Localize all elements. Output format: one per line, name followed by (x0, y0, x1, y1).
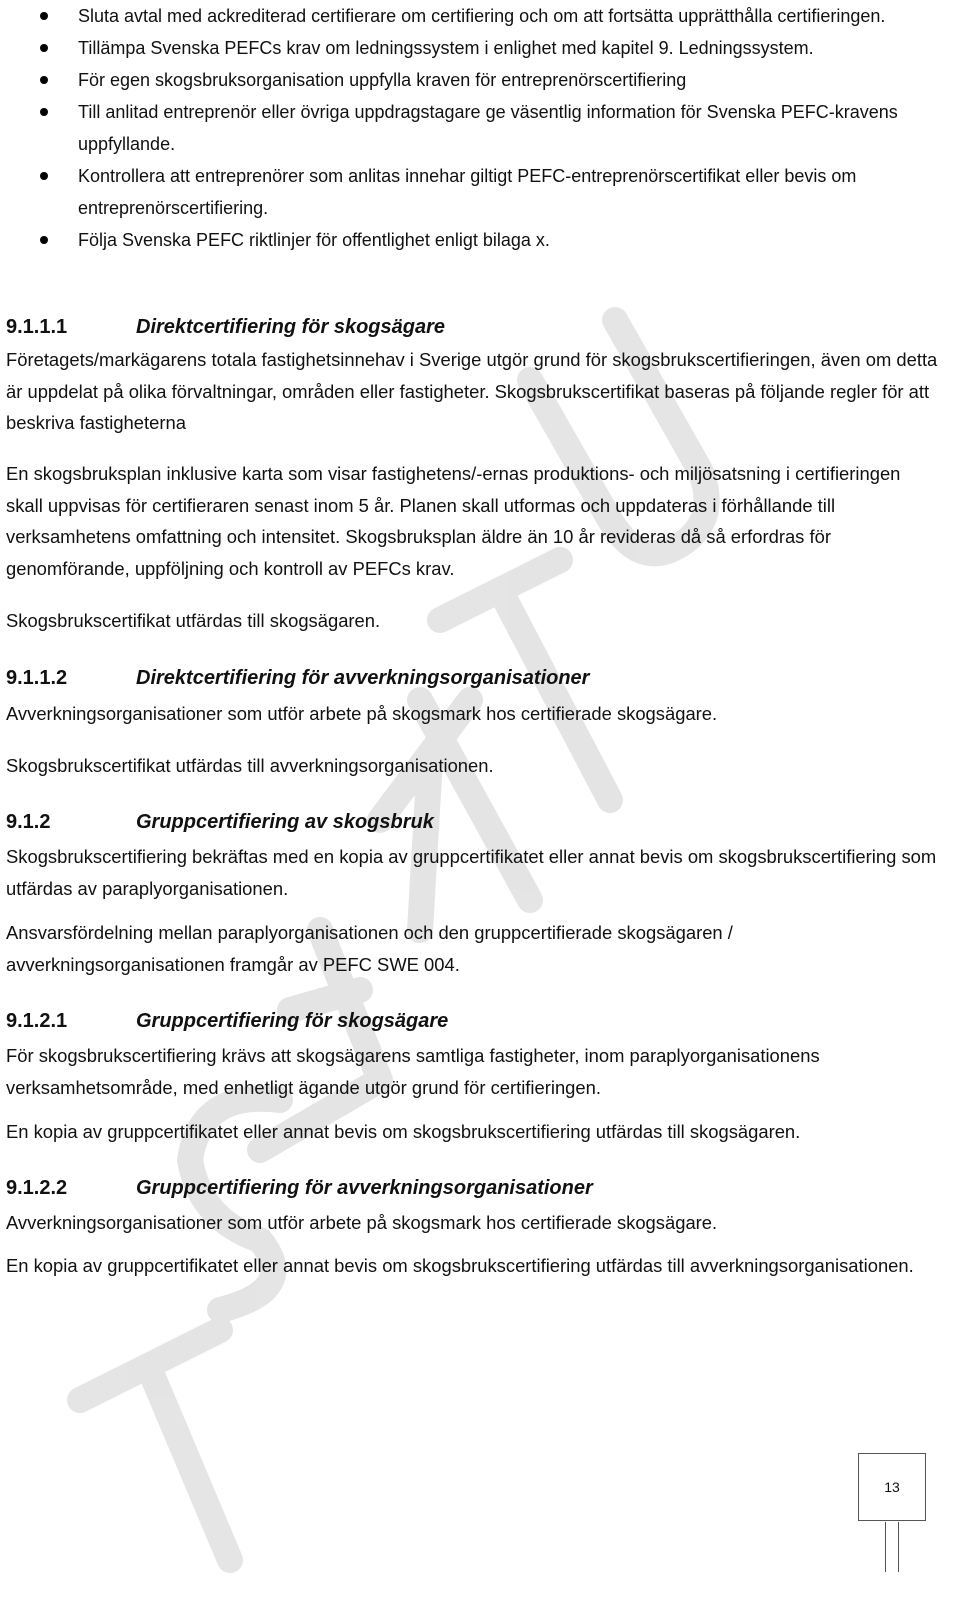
section-heading-9-1-2-2 (6, 1172, 936, 1204)
paragraph: Skogsbrukscertifiering bekräftas med en kopia av gruppcertifikatet eller annat bevis om skogsbrukscertifiering som utfärdas av paraplyorganisationen. (6, 846, 937, 899)
list-item: Följa Svenska PEFC riktlinjer för offentlighet enligt bilaga x. (36, 224, 936, 256)
list-item: För egen skogsbruksorganisation uppfylla kraven för entreprenörscertifiering (36, 64, 936, 96)
paragraph: För skogsbrukscertifiering krävs att skogsägarens samtliga fastigheter, inom paraplyorganisationens verksamhetsområde, med enhetligt ägande utgör grund för certifieringen. (6, 1045, 820, 1098)
paragraph: Skogsbrukscertifikat utfärdas till avverkningsorganisationen. (6, 755, 494, 776)
section-heading-9-1-2-1 (6, 1005, 936, 1037)
paragraph: Skogsbrukscertifikat utfärdas till skogsägaren. (6, 610, 381, 631)
list-item: Sluta avtal med ackrediterad certifierare om certifiering och om att fortsätta upprätthålla certifieringen. (36, 0, 936, 32)
section-number: 9.1.1.2 (6, 667, 68, 689)
paragraph: Avverkningsorganisationer som utför arbete på skogsmark hos certifierade skogsägare. (6, 703, 718, 724)
requirements-bullet-list (36, 0, 936, 256)
section-title: Gruppcertifiering för skogsägare (136, 1010, 449, 1032)
section-heading-9-1-1-2 (6, 662, 936, 694)
section-heading-9-1-1-1 (6, 311, 936, 343)
section-title: Gruppcertifiering av skogsbruk (136, 811, 434, 833)
paragraph: Ansvarsfördelning mellan paraplyorganisationen och den gruppcertifierade skogsägaren / avverkningsorganisationen framgår av PEFC SWE 004. (6, 922, 733, 975)
list-item: Tillämpa Svenska PEFCs krav om ledningssystem i enlighet med kapitel 9. Ledningssystem. (36, 32, 936, 64)
page-number-box (858, 1453, 926, 1521)
paragraph: En skogsbruksplan inklusive karta som visar fastighetens/-ernas produktions- och miljösatsning i certifieringen skall uppvisas för certifieraren senast inom 5 år. Planen skall utformas och uppdateras i förhållande till verksamhetens omfattning och intensitet. Skogsbruksplan äldre än 10 år revideras då så erfordras för genomförande, uppföljning och kontroll av PEFCs krav. (6, 463, 901, 579)
section-heading-9-1-2 (6, 806, 936, 838)
section-number: 9.1.2.2 (6, 1177, 68, 1199)
paragraph: En kopia av gruppcertifikatet eller annat bevis om skogsbrukscertifiering utfärdas till skogsägaren. (6, 1121, 801, 1142)
list-item: Kontrollera att entreprenörer som anlitas innehar giltigt PEFC-entreprenörscertifikat eller bevis om entreprenörscertifiering. (36, 160, 936, 224)
paragraph: Avverkningsorganisationer som utför arbete på skogsmark hos certifierade skogsägare. (6, 1212, 718, 1233)
section-title: Direktcertifiering för avverkningsorganisationer (136, 667, 590, 689)
section-number: 9.1.2 (6, 811, 51, 833)
list-item: Till anlitad entreprenör eller övriga uppdragstagare ge väsentlig information för Svenska PEFC-kravens uppfyllande. (36, 96, 936, 160)
section-number: 9.1.2.1 (6, 1010, 68, 1032)
section-number: 9.1.1.1 (6, 316, 68, 338)
paragraph: En kopia av gruppcertifikatet eller annat bevis om skogsbrukscertifiering utfärdas till avverkningsorganisationen. (6, 1255, 914, 1276)
section-title: Direktcertifiering för skogsägare (136, 316, 445, 338)
section-title: Gruppcertifiering för avverkningsorganisationer (136, 1177, 593, 1199)
paragraph: Företagets/markägarens totala fastighetsinnehav i Sverige utgör grund för skogsbrukscertifieringen, även om detta är uppdelat på olika förvaltningar, områden eller fastigheter. Skogsbrukscertifikat baseras på följande regler för att beskriva fastigheterna (6, 349, 938, 433)
page-number-tab (885, 1522, 899, 1572)
page-number: 13 (884, 1479, 900, 1495)
